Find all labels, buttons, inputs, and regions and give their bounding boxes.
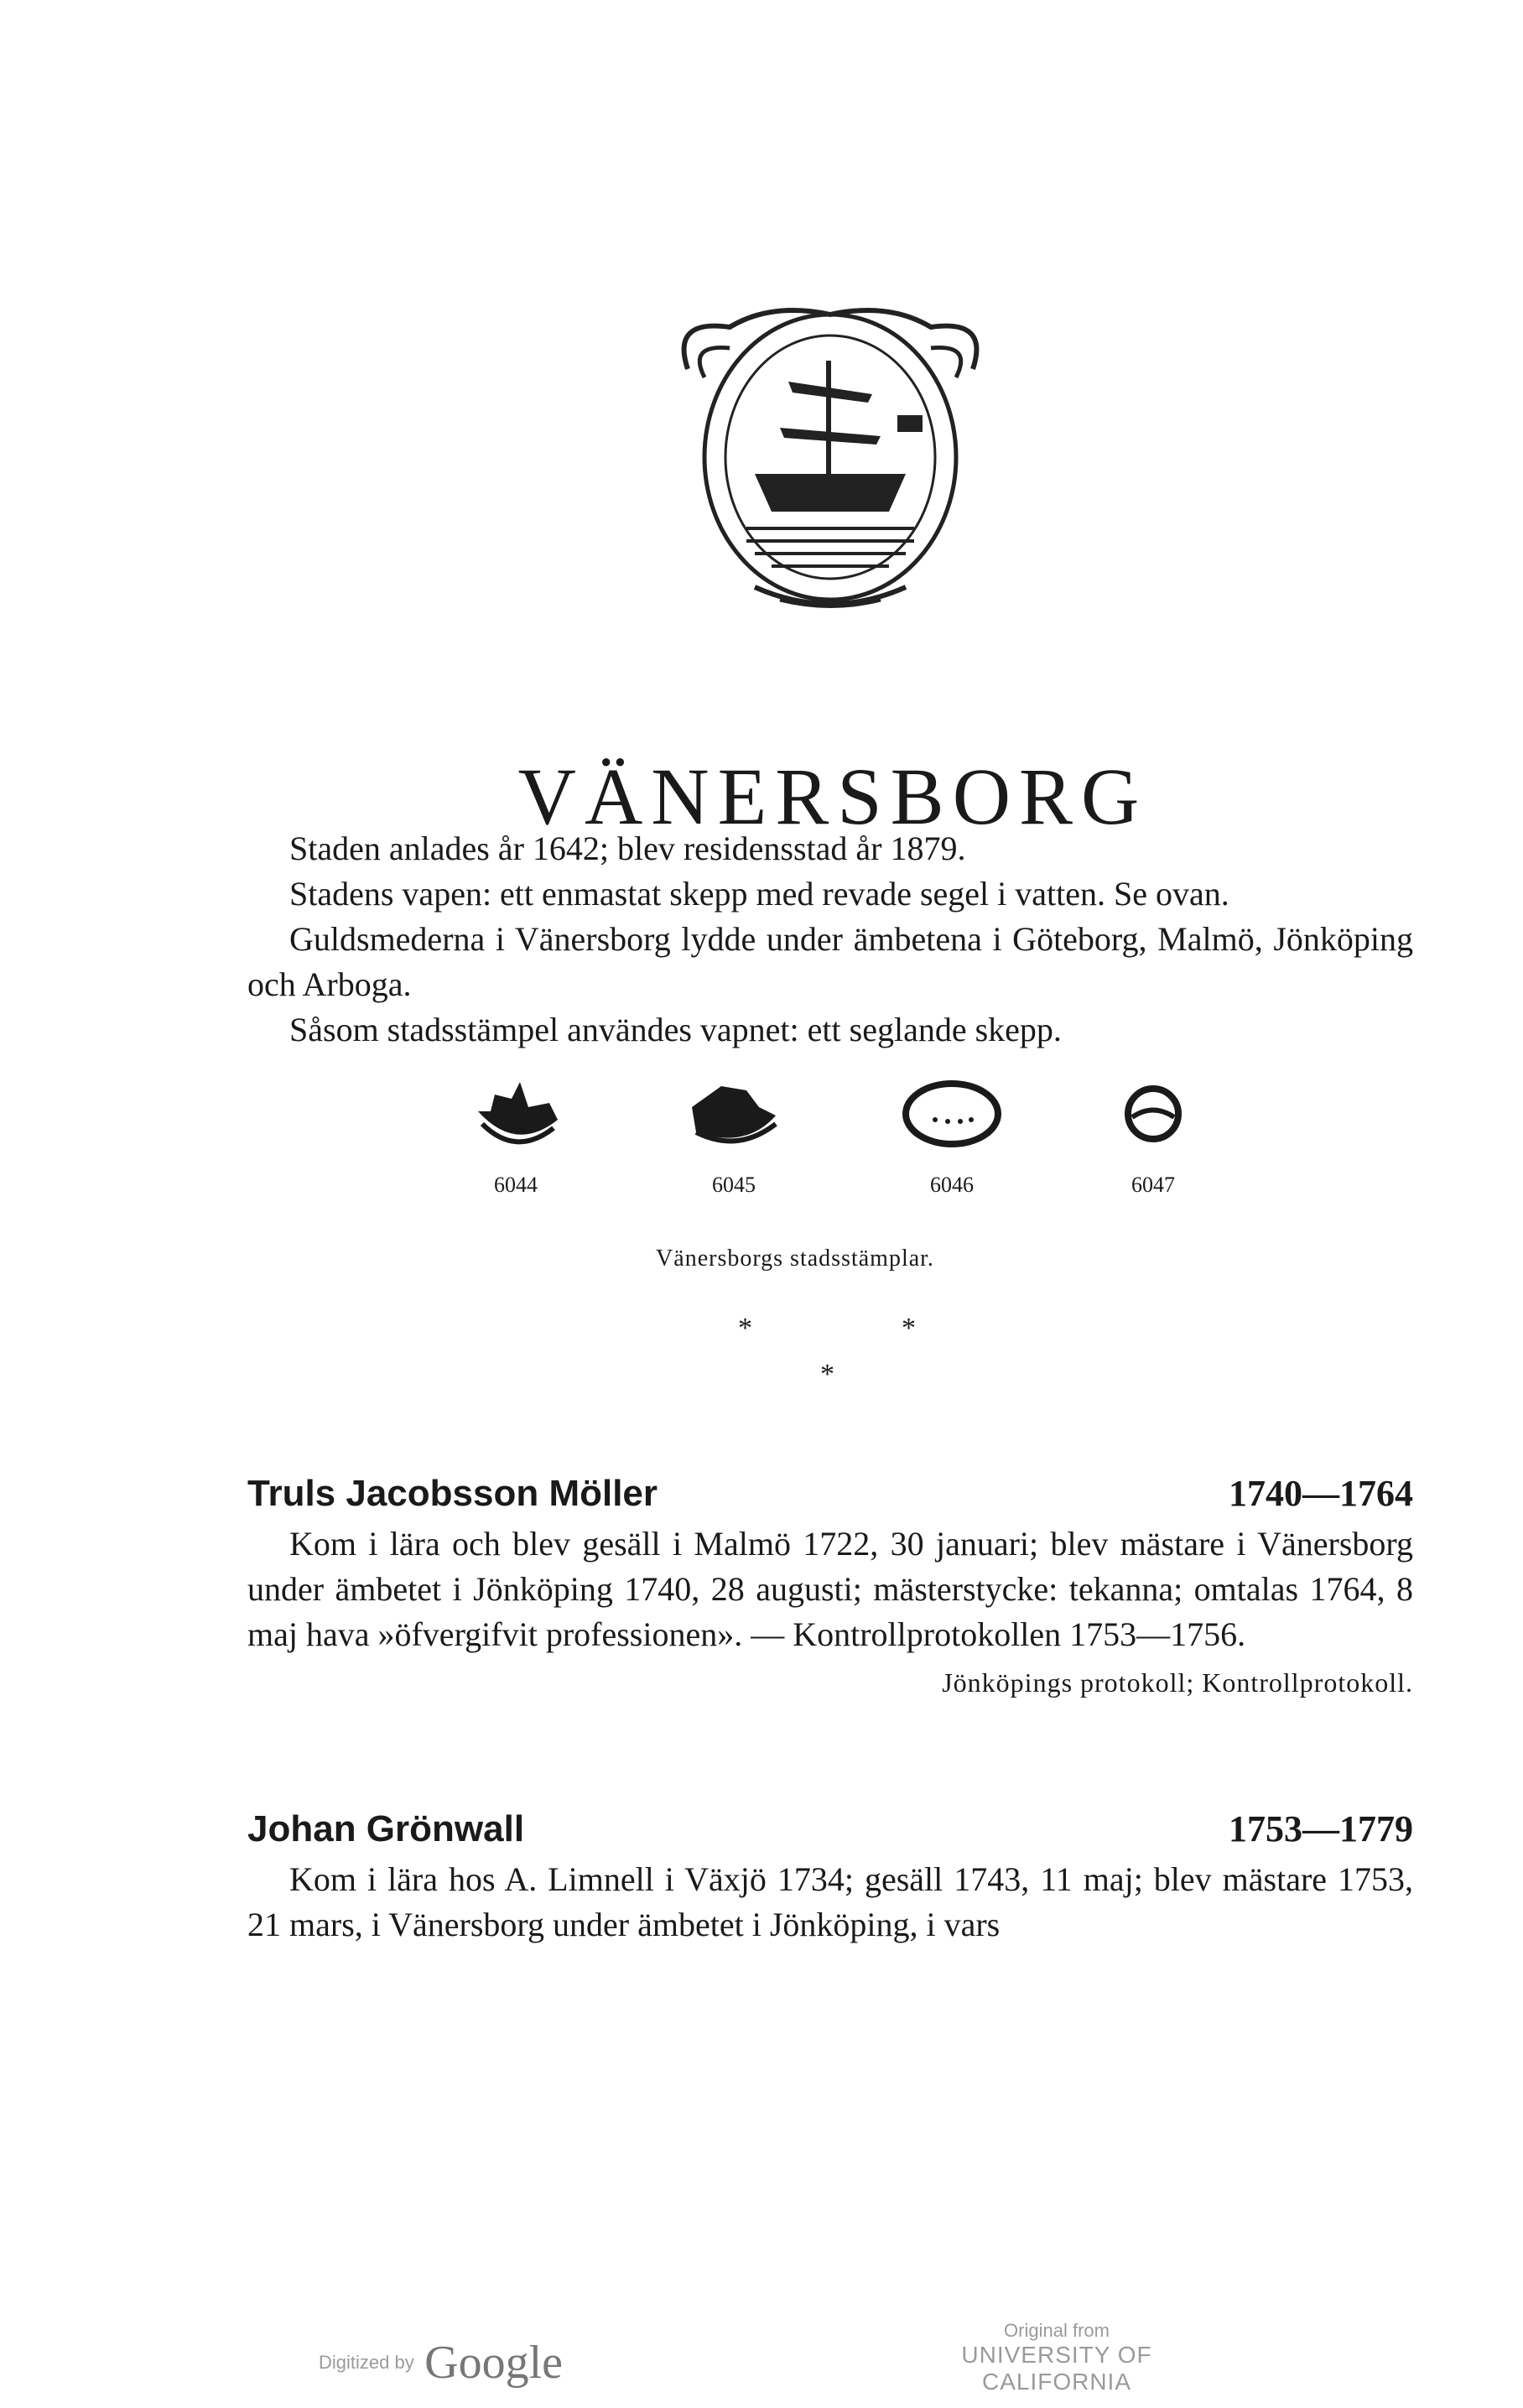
original-from-label: Original from (1004, 2320, 1110, 2341)
stamp-6044 (453, 1074, 579, 1198)
stamp-6046 (889, 1074, 1015, 1198)
entry-source: Jönköpings protokoll; Kontrollprotokoll. (942, 1667, 1413, 1698)
intro-line: Guldsmederna i Vänersborg lydde under ämbetena i Göteborg, Malmö, Jönköping och Arboga. (247, 920, 1413, 1003)
original-source (889, 2320, 1224, 2395)
intro-line: Staden anlades år 1642; blev residensstad år 1879. (289, 830, 966, 867)
page-title: VÄNERSBORG (517, 752, 1148, 842)
entry-body: Kom i lära och blev gesäll i Malmö 1722, 30 januari; blev mästare i Vänersborg under ämbetet i Jönköping 1740, 28 augusti; mästerstycke: tekanna; omtalas 1764, 8 maj hava »öfvergifvit professionen». — Kontrollprotokollen 1753—1756. (247, 1525, 1413, 1653)
entry-header (247, 1807, 1413, 1850)
stamp-6047 (1090, 1074, 1216, 1198)
stamps-caption: Vänersborgs stadsstämplar. (656, 1246, 934, 1272)
google-logo-text: Google (424, 2337, 564, 2389)
ship-stamp-icon (679, 1074, 788, 1157)
asterisk: * (820, 1359, 834, 1390)
stamp-number: 6046 (930, 1173, 974, 1197)
intro-line: Såsom stadsstämpel användes vapnet: ett seglande skepp. (289, 1011, 1062, 1048)
stamp-6045 (671, 1074, 797, 1198)
oval-stamp-icon (897, 1074, 1006, 1157)
entry-header (247, 1472, 1413, 1515)
asterisk: * (738, 1313, 752, 1344)
stamp-number: 6047 (1131, 1173, 1175, 1197)
digitized-by-label: Digitized by (319, 2352, 414, 2373)
intro-line: Stadens vapen: ett enmastat skepp med revade segel i vatten. Se ovan. (289, 875, 1229, 913)
university-label: UNIVERSITY OF CALIFORNIA (961, 2342, 1152, 2395)
entry-name: Truls Jacobsson Möller (247, 1473, 658, 1514)
intro-section (247, 826, 1413, 1053)
entry-years: 1753—1779 (1229, 1808, 1413, 1849)
entry-years: 1740—1764 (1229, 1473, 1413, 1514)
entry-body: Kom i lära hos A. Limnell i Växjö 1734; gesäll 1743, 11 maj; blev mästare 1753, 21 mars, i Vänersborg under ämbetet i Jönköping, i vars (247, 1860, 1413, 1943)
digitized-by-google (319, 2336, 563, 2390)
asterisk: * (902, 1313, 916, 1344)
entry-johan-gronwall (247, 1807, 1413, 1948)
round-stamp-icon (1111, 1074, 1195, 1157)
stamps-row (453, 1074, 1208, 1216)
ship-stamp-icon (465, 1074, 566, 1157)
entry-truls-jacobsson-moller (247, 1472, 1413, 1698)
stamp-number: 6045 (712, 1173, 756, 1197)
section-separator (721, 1313, 939, 1405)
coat-of-arms-ship-emblem (654, 268, 1006, 621)
stamp-number: 6044 (494, 1173, 538, 1197)
entry-name: Johan Grönwall (247, 1808, 525, 1849)
